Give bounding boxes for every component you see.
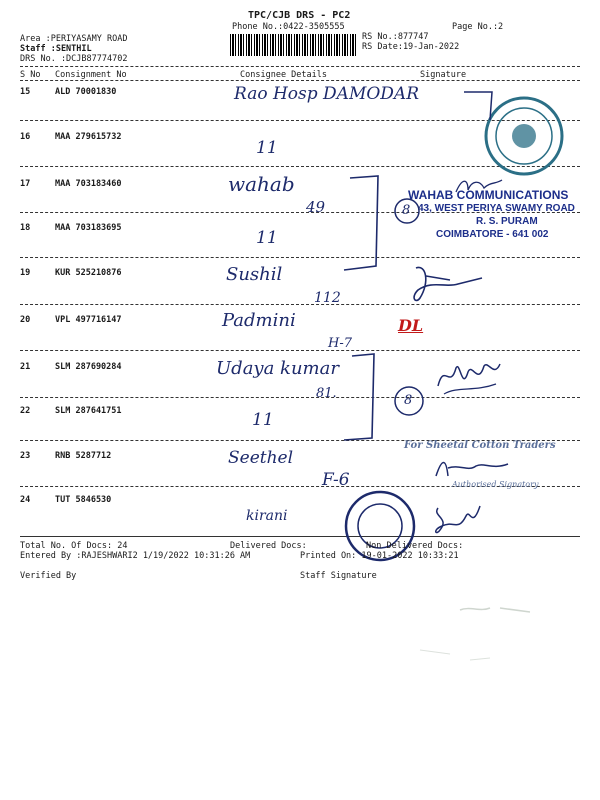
row-sno: 16 bbox=[20, 132, 31, 142]
row-consignment: ALD 70001830 bbox=[55, 87, 117, 97]
wahab-stamp-line4: COIMBATORE - 641 002 bbox=[436, 229, 549, 240]
header-top-rule bbox=[20, 66, 580, 67]
handwritten-consignee: Sushil bbox=[226, 264, 283, 285]
row-sno: 24 bbox=[20, 495, 31, 505]
handwritten-consignee: kirani bbox=[246, 508, 288, 524]
phone-number: Phone No.:0422-3505555 bbox=[232, 22, 345, 32]
cotton-stamp-line1: For Sheetal Cotton Traders bbox=[404, 440, 556, 451]
column-consignee: Consignee Details bbox=[240, 70, 327, 80]
wahab-stamp-line3: R. S. PURAM bbox=[476, 216, 538, 227]
total-docs: Total No. Of Docs: 24 bbox=[20, 541, 128, 551]
printed-on: Printed On: 19-01-2022 10:33:21 bbox=[300, 551, 459, 561]
signature-kirani bbox=[430, 500, 490, 540]
entered-by: Entered By :RAJESHWARI2 1/19/2022 10:31:26 AM bbox=[20, 551, 251, 561]
row-sno: 23 bbox=[20, 451, 31, 461]
row-sno: 15 bbox=[20, 87, 31, 97]
row-sno: 19 bbox=[20, 268, 31, 278]
handwritten-note: 81. bbox=[316, 386, 337, 401]
row-sno: 22 bbox=[20, 406, 31, 416]
delivered-mark: DL bbox=[398, 316, 424, 335]
circled-number: 8 bbox=[402, 203, 411, 218]
circled-number: 8 bbox=[404, 393, 413, 408]
row-sno: 17 bbox=[20, 179, 31, 189]
handwritten-consignee: wahab bbox=[228, 172, 295, 196]
barcode bbox=[230, 34, 358, 56]
bracket-lines bbox=[340, 170, 400, 470]
handwritten-consignee: 11 bbox=[252, 410, 274, 430]
wahab-stamp-line2: 43, WEST PERIYA SWAMY ROAD bbox=[418, 203, 575, 214]
row-consignment: MAA 279615732 bbox=[55, 132, 122, 142]
row-consignment: RNB 5287712 bbox=[55, 451, 112, 461]
rs-date: RS Date:19-Jan-2022 bbox=[362, 42, 460, 52]
non-delivered-docs: Non Delivered Docs: bbox=[366, 541, 464, 551]
signature-wahab bbox=[454, 176, 504, 196]
row-consignment: SLM 287641751 bbox=[55, 406, 122, 416]
handwritten-consignee: 11 bbox=[256, 138, 278, 158]
row-sno: 21 bbox=[20, 362, 31, 372]
handwritten-consignee: 11 bbox=[256, 228, 278, 248]
column-signature: Signature bbox=[420, 70, 467, 80]
handwritten-consignee: Padmini bbox=[222, 310, 296, 331]
row-divider bbox=[20, 304, 580, 305]
handwritten-consignee: Udaya kumar bbox=[216, 358, 339, 379]
handwritten-consignee: Seethel bbox=[228, 448, 294, 468]
row-sno: 18 bbox=[20, 223, 31, 233]
signature-sushil bbox=[406, 262, 486, 306]
row-consignment: SLM 287690284 bbox=[55, 362, 122, 372]
signature-udaya bbox=[434, 356, 504, 402]
row-consignment: KUR 525210876 bbox=[55, 268, 122, 278]
handwritten-note: H-7 bbox=[328, 336, 353, 351]
scribble-arrow bbox=[462, 86, 502, 126]
row-divider bbox=[20, 257, 580, 258]
staff-label: Staff :SENTHIL bbox=[20, 44, 92, 54]
handwritten-note: F-6 bbox=[322, 470, 350, 490]
row-consignment: MAA 703183695 bbox=[55, 223, 122, 233]
delivered-docs: Delivered Docs: bbox=[230, 541, 307, 551]
drs-number: DRS No. :DCJB87774702 bbox=[20, 54, 128, 64]
row-consignment: TUT 5846530 bbox=[55, 495, 112, 505]
table-end-rule bbox=[20, 536, 580, 537]
staff-signature: Staff Signature bbox=[300, 571, 377, 581]
handwritten-note: 112 bbox=[314, 290, 341, 306]
row-divider bbox=[20, 350, 580, 351]
area-label: Area :PERIYASAMY ROAD bbox=[20, 34, 128, 44]
verified-by: Verified By bbox=[20, 571, 77, 581]
handwritten-consignee: Rao Hosp DAMODAR bbox=[234, 84, 419, 104]
header-bottom-rule bbox=[20, 80, 580, 81]
row-sno: 20 bbox=[20, 315, 31, 325]
rs-number: RS No.:877747 bbox=[362, 32, 429, 42]
handwritten-note: 49 bbox=[306, 198, 326, 216]
wahab-stamp-line1: WAHAB COMMUNICATIONS bbox=[408, 188, 569, 202]
column-sno: S No bbox=[20, 70, 41, 80]
cotton-stamp-line2: Authorised Signatory bbox=[452, 480, 539, 489]
document-title: TPC/CJB DRS - PC2 bbox=[248, 10, 351, 21]
signature-seethel bbox=[432, 454, 512, 482]
page-number: Page No.:2 bbox=[452, 22, 504, 32]
row-consignment: MAA 703183460 bbox=[55, 179, 122, 189]
row-consignment: VPL 497716147 bbox=[55, 315, 122, 325]
column-consignment: Consignment No bbox=[55, 70, 127, 80]
faint-scan-marks bbox=[410, 600, 550, 670]
